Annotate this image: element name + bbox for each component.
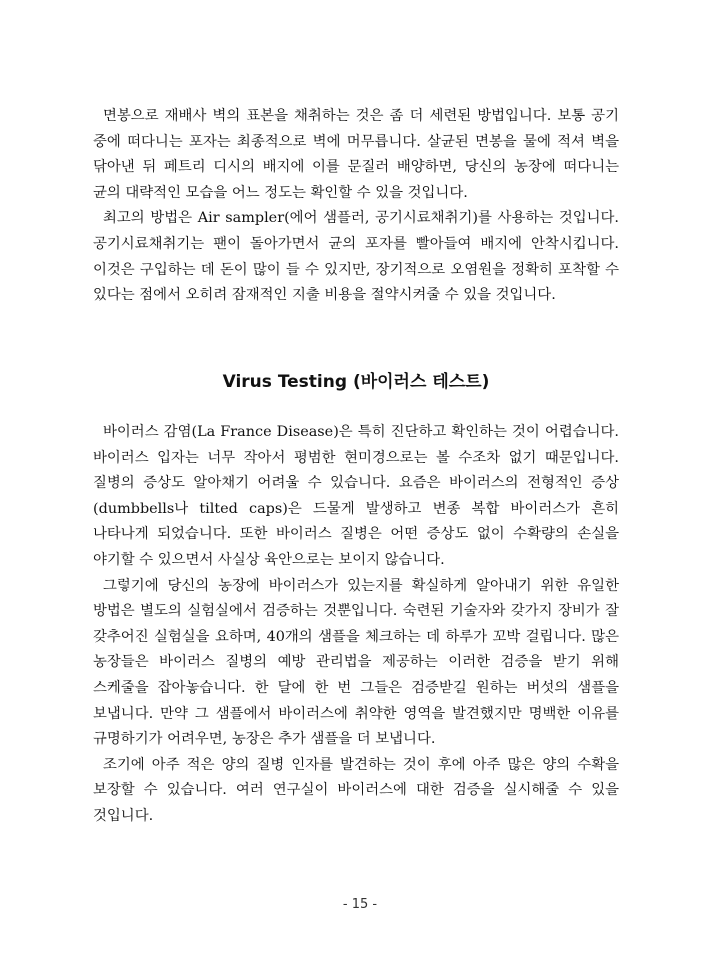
page-number: - 15 - <box>342 897 378 912</box>
paragraph: 바이러스 감염(La France Disease)은 특히 진단하고 확인하는 것이 어렵습니다. 바이러스 입자는 너무 작아서 평범한 현미경으로는 볼 수조차 없기 때문입니다. 질병의 증상도 알아채기 어려울 수 있습니다. 요즘은 바이러스의 전형적인 증상(dumbbells나 tilted caps)은 드물게 발생하고 변종 복합 바이러스가 흔히 나타나게 되었습니다. 또한 바이러스 질병은 어떤 증상도 없이 수확량의 손실을 야기할 수 있으면서 사실상 육안으로는 보이지 않습니다. <box>93 424 619 568</box>
body-text-top <box>93 104 619 309</box>
paragraph: 최고의 방법은 Air sampler(에어 샘플러, 공기시료채취기)를 사용하는 것입니다. 공기시료채취기는 팬이 돌아가면서 균의 포자를 빨아들여 배지에 안착시킵니다. 이것은 구입하는 데 돈이 많이 들 수 있지만, 장기적으로 오염원을 정확히 포착할 수 있다는 점에서 오히려 잠재적인 지출 비용을 절약시켜줄 수 있을 것입니다. <box>93 210 619 304</box>
paragraph: 조기에 아주 적은 양의 질병 인자를 발견하는 것이 후에 아주 많은 양의 수확을 보장할 수 있습니다. 여러 연구실이 바이러스에 대한 검증을 실시해줄 수 있을 것입니다. <box>93 756 619 824</box>
paragraph: 면봉으로 재배사 벽의 표본을 채취하는 것은 좀 더 세련된 방법입니다. 보통 공기 중에 떠다니는 포자는 최종적으로 벽에 머무릅니다. 살균된 면봉을 물에 적셔 벽을 닦아낸 뒤 페트리 디시의 배지에 이를 문질러 배양하면, 당신의 농장에 떠다니는 균의 대략적인 모습을 어느 정도는 확인할 수 있을 것입니다. <box>93 108 619 201</box>
section-heading: Virus Testing (바이러스 테스트) <box>222 372 490 392</box>
body-text-bottom <box>93 420 619 830</box>
paragraph: 그렇기에 당신의 농장에 바이러스가 있는지를 확실하게 알아내기 위한 유일한 방법은 별도의 실험실에서 검증하는 것뿐입니다. 숙련된 기술자와 갖가지 장비가 잘 갖추어진 실험실을 요하며, 40개의 샘플을 체크하는 데 하루가 꼬박 걸립니다. 많은 농장들은 바이러스 질병의 예방 관리법을 제공하는 이러한 검증을 받기 위해 스케줄을 잡아놓습니다. 한 달에 한 번 그들은 검증받길 원하는 버섯의 샘플을 보냅니다. 만약 그 샘플에서 바이러스에 취약한 영역을 발견했지만 명백한 이유를 규명하기가 어려우면, 농장은 추가 샘플을 더 보냅니다. <box>93 577 619 748</box>
